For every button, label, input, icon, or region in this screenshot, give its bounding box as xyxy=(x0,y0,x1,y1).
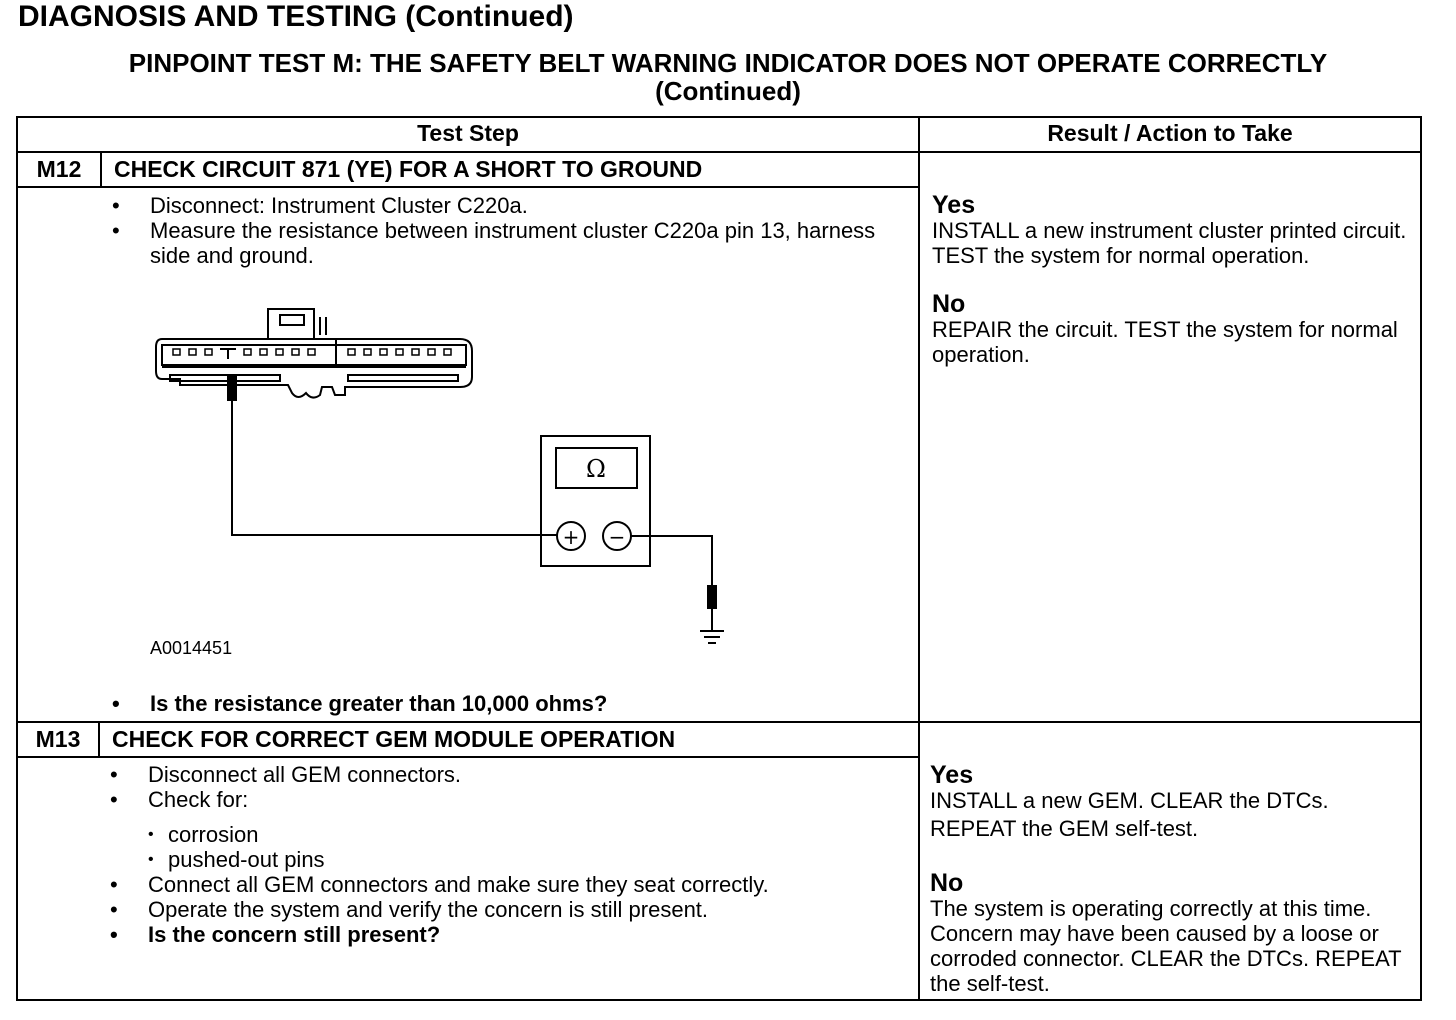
probe-tip-icon xyxy=(707,585,717,609)
connector-c220a xyxy=(156,309,472,398)
list-item: • Connect all GEM connectors and make sure they seat correctly. xyxy=(110,872,900,897)
m13-title-border xyxy=(16,756,920,758)
result-yes-text: INSTALL a new GEM. CLEAR the DTCs. xyxy=(930,788,1329,813)
table-left-border xyxy=(16,116,18,1001)
result-yes-label: Yes xyxy=(930,761,974,789)
list-item: • pushed-out pins xyxy=(148,847,548,872)
column-header-result: Result / Action to Take xyxy=(1047,120,1293,146)
list-item: • Is the resistance greater than 10,000 ohms? xyxy=(112,691,892,716)
m12-instruction-list xyxy=(112,193,892,268)
probe-tip-icon xyxy=(227,375,237,401)
result-no-label: No xyxy=(930,869,964,897)
header-row-border xyxy=(16,151,1422,153)
column-divider xyxy=(918,116,920,1001)
m12-result xyxy=(932,192,1416,367)
list-item: • Disconnect all GEM connectors. xyxy=(110,762,900,787)
negative-test-lead xyxy=(631,536,712,585)
resistance-test-diagram xyxy=(140,295,780,675)
result-no-label: No xyxy=(932,290,966,318)
list-item: • Measure the resistance between instrument cluster C220a pin 13, harness side and ground. xyxy=(112,218,892,268)
m12-title-border xyxy=(16,186,920,188)
minus-symbol: − xyxy=(608,525,626,549)
pinpoint-test-title: PINPOINT TEST M: THE SAFETY BELT WARNING INDICATOR DOES NOT OPERATE CORRECTLY xyxy=(128,48,1328,78)
step-title-m13: CHECK FOR CORRECT GEM MODULE OPERATION xyxy=(112,726,676,752)
table-top-border xyxy=(16,116,1422,118)
m13-id-divider xyxy=(98,721,100,757)
step-title-m12: CHECK CIRCUIT 871 (YE) FOR A SHORT TO GROUND xyxy=(114,156,703,182)
list-item: • Operate the system and verify the concern is still present. xyxy=(110,897,900,922)
list-item: • corrosion xyxy=(148,822,548,847)
result-yes-label: Yes xyxy=(932,191,976,219)
m12-bottom-border xyxy=(16,721,1422,723)
result-yes-text: REPEAT the GEM self-test. xyxy=(930,816,1199,841)
page-title: DIAGNOSIS AND TESTING (Continued) xyxy=(18,0,574,33)
pinpoint-test-continued: (Continued) xyxy=(655,76,801,106)
result-no-text: REPAIR the circuit. TEST the system for normal operation. xyxy=(932,317,1398,367)
result-no-text: The system is operating correctly at this time. Concern may have been caused by a loose or corroded connector. CLEAR the DTCs. REPEAT the self-test. xyxy=(930,896,1402,996)
result-yes-text: INSTALL a new instrument cluster printed circuit. TEST the system for normal operation. xyxy=(932,218,1407,268)
positive-test-lead xyxy=(232,401,558,535)
plus-symbol: + xyxy=(562,525,580,549)
ohmmeter-icon xyxy=(541,436,650,566)
m12-id-divider xyxy=(100,151,102,187)
table-bottom-border xyxy=(16,999,1422,1001)
column-header-test-step: Test Step xyxy=(417,120,519,146)
m12-question-list xyxy=(112,691,892,716)
ohm-symbol: Ω xyxy=(586,455,606,483)
ground-symbol-icon xyxy=(700,631,724,643)
step-id-m13: M13 xyxy=(35,726,81,752)
m13-check-sublist xyxy=(148,822,548,872)
list-item: • Check for: xyxy=(110,787,900,812)
step-id-m12: M12 xyxy=(36,156,82,182)
table-right-border xyxy=(1420,116,1422,1001)
m13-instruction-list-continued xyxy=(110,872,900,947)
figure-id: A0014451 xyxy=(150,638,233,658)
m13-result xyxy=(930,762,1416,996)
list-item: • Disconnect: Instrument Cluster C220a. xyxy=(112,193,892,218)
m13-instruction-list xyxy=(110,762,900,812)
list-item: • Is the concern still present? xyxy=(110,922,900,947)
connector-pins xyxy=(173,349,451,355)
